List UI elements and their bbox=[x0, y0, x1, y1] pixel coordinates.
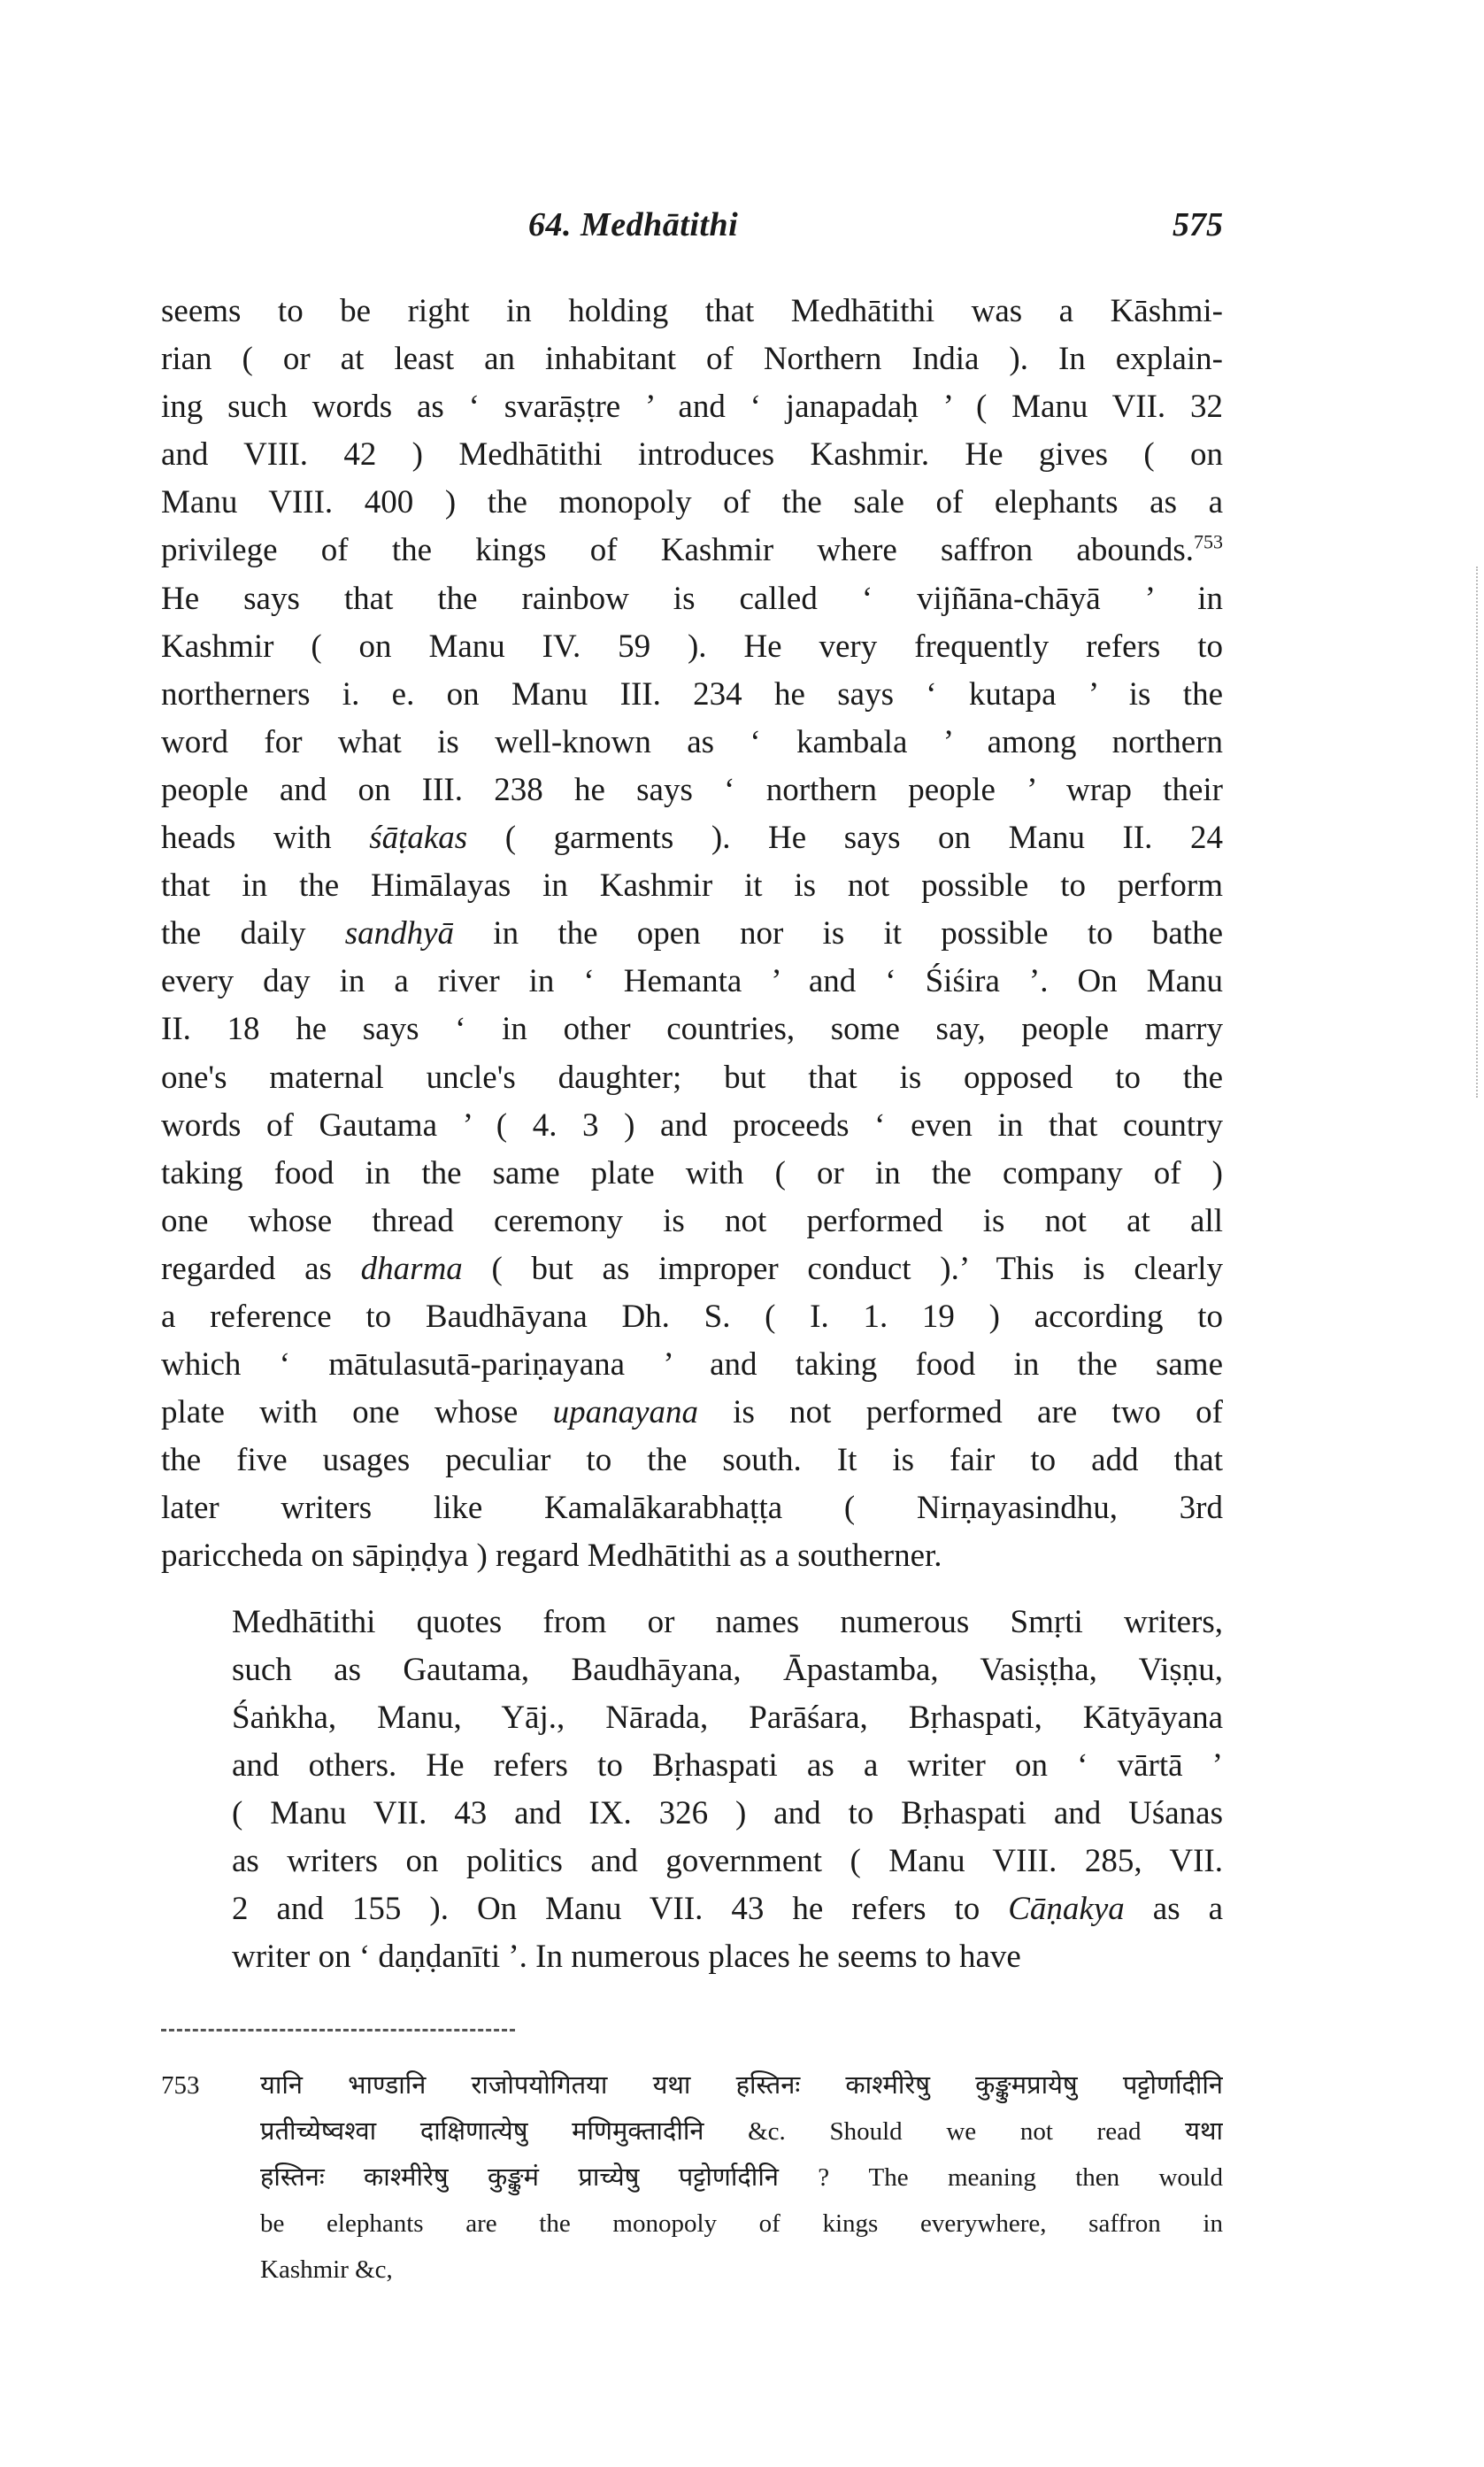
paragraph-1-line: seems to be right in holding that Medhātithi was a Kāshmi- bbox=[161, 293, 1223, 329]
paragraph-1-line: ing such words as ‘ svarāṣṭre ’ and ‘ janapadaḥ ’ ( Manu VII. 32 bbox=[161, 389, 1223, 426]
footnote-line: Kashmir &c, bbox=[260, 2255, 393, 2284]
paragraph-1-line: one's maternal uncle's daughter; but that is opposed to the bbox=[161, 1059, 1223, 1096]
footnote-divider bbox=[161, 2029, 515, 2031]
paragraph-2-line: such as Gautama, Baudhāyana, Āpastamba, Vasiṣṭha, Viṣṇu, bbox=[232, 1651, 1223, 1688]
paragraph-1-line: taking food in the same plate with ( or in the company of ) bbox=[161, 1154, 1223, 1191]
paragraph-1-line: II. 18 he says ‘ in other countries, some say, people marry bbox=[161, 1011, 1223, 1048]
paragraph-1-line: Manu VIII. 400 ) the monopoly of the sale of elephants as a bbox=[161, 484, 1223, 521]
running-title: 64. Medhātithi bbox=[528, 206, 739, 243]
paragraph-1-line: word for what is well-known as ‘ kambala ’ among northern bbox=[161, 723, 1223, 760]
paragraph-2-line: 2 and 155 ). On Manu VII. 43 he refers to Cāṇakya as a bbox=[232, 1891, 1223, 1928]
body-text bbox=[161, 288, 1223, 1981]
footnote-line: be elephants are the monopoly of kings everywhere, saffron in bbox=[260, 2209, 1223, 2238]
page-header bbox=[161, 205, 1223, 250]
paragraph-2 bbox=[161, 1599, 1223, 1982]
paragraph-1-line: Kashmir ( on Manu IV. 59 ). He very frequently refers to bbox=[161, 628, 1223, 665]
footnote-line: प्रतीच्येष्वश्वा दाक्षिणात्येषु मणिमुक्तादीनि &c. Should we not read यथा bbox=[260, 2117, 1223, 2146]
paragraph-1-line: later writers like Kamalākarabhaṭṭa ( Nirṇayasindhu, 3rd bbox=[161, 1490, 1223, 1527]
paragraph-2-line: writer on ‘ daṇḍanīti ’. In numerous places he seems to have bbox=[232, 1939, 1021, 1976]
paragraph-1-line: one whose thread ceremony is not performed is not at all bbox=[161, 1202, 1223, 1239]
paragraph-1-line: people and on III. 238 he says ‘ northern people ’ wrap their bbox=[161, 771, 1223, 808]
paragraph-2-line: as writers on politics and government ( Manu VIII. 285, VII. bbox=[232, 1843, 1223, 1879]
paragraph-1-line: He says that the rainbow is called ‘ vijñāna-chāyā ’ in bbox=[161, 580, 1223, 617]
footnote-body bbox=[260, 2062, 1223, 2293]
page-number: 575 bbox=[1173, 206, 1223, 243]
paragraph-1-line: words of Gautama ’ ( 4. 3 ) and proceeds ‘ even in that country bbox=[161, 1106, 1223, 1144]
paragraph-2-line: and others. He refers to Bṛhaspati as a writer on ‘ vārtā ’ bbox=[232, 1746, 1223, 1784]
paragraph-1-line: and VIII. 42 ) Medhātithi introduces Kashmir. He gives ( on bbox=[161, 436, 1223, 474]
paragraph-1-line: that in the Himālayas in Kashmir it is not possible to perform bbox=[161, 867, 1223, 905]
paragraph-2-line: ( Manu VII. 43 and IX. 326 ) and to Bṛhaspati and Uśanas bbox=[232, 1794, 1223, 1831]
scan-edge-marks bbox=[1476, 567, 1480, 1098]
footnote-line: यानि भाण्डानि राजोपयोगितया यथा हस्तिनः काश्मीरेषु कुङ्कुमप्रायेषु पट्टोर्णादीनि bbox=[260, 2071, 1223, 2100]
paragraph-1-line: a reference to Baudhāyana Dh. S. ( I. 1. 19 ) according to bbox=[161, 1298, 1223, 1335]
paragraph-1-line: pariccheda on sāpiṇḍya ) regard Medhātithi as a southerner. bbox=[161, 1538, 942, 1575]
paragraph-1-line: plate with one whose upanayana is not performed are two of bbox=[161, 1394, 1223, 1431]
paragraph-2-line: Śaṅkha, Manu, Yāj., Nārada, Parāśara, Bṛhaspati, Kātyāyana bbox=[232, 1699, 1223, 1736]
paragraph-1-line: heads with śāṭakas ( garments ). He says on Manu II. 24 bbox=[161, 820, 1223, 857]
paragraph-1 bbox=[161, 288, 1223, 1581]
paragraph-1-line: which ‘ mātulasutā-pariṇayana ’ and taking food in the same bbox=[161, 1346, 1223, 1384]
paragraph-1-line: every day in a river in ‘ Hemanta ’ and ‘ Śiśira ’. On Manu bbox=[161, 963, 1223, 1000]
paragraph-2-line: Medhātithi quotes from or names numerous Smṛti writers, bbox=[232, 1603, 1223, 1640]
paragraph-1-line: northerners i. e. on Manu III. 234 he says ‘ kutapa ’ is the bbox=[161, 675, 1223, 713]
paragraph-1-line: privilege of the kings of Kashmir where saffron abounds.$^{753}$ bbox=[161, 531, 1223, 569]
paragraph-1-line: the daily sandhyā in the open nor is it possible to bathe bbox=[161, 915, 1223, 952]
footnote-reference: 753 bbox=[1194, 531, 1223, 554]
paragraph-1-line: regarded as dharma ( but as improper conduct ).’ This is clearly bbox=[161, 1250, 1223, 1287]
paragraph-1-line: the five usages peculiar to the south. It is fair to add that bbox=[161, 1442, 1223, 1479]
paragraph-1-line: rian ( or at least an inhabitant of Northern India ). In explain- bbox=[161, 341, 1223, 378]
footnote-line: हस्तिनः काश्मीरेषु कुङ्कुमं प्राच्येषु पट्टोर्णादीनि ? The meaning then would bbox=[260, 2163, 1223, 2192]
footnote-number: 753 bbox=[161, 2071, 200, 2100]
